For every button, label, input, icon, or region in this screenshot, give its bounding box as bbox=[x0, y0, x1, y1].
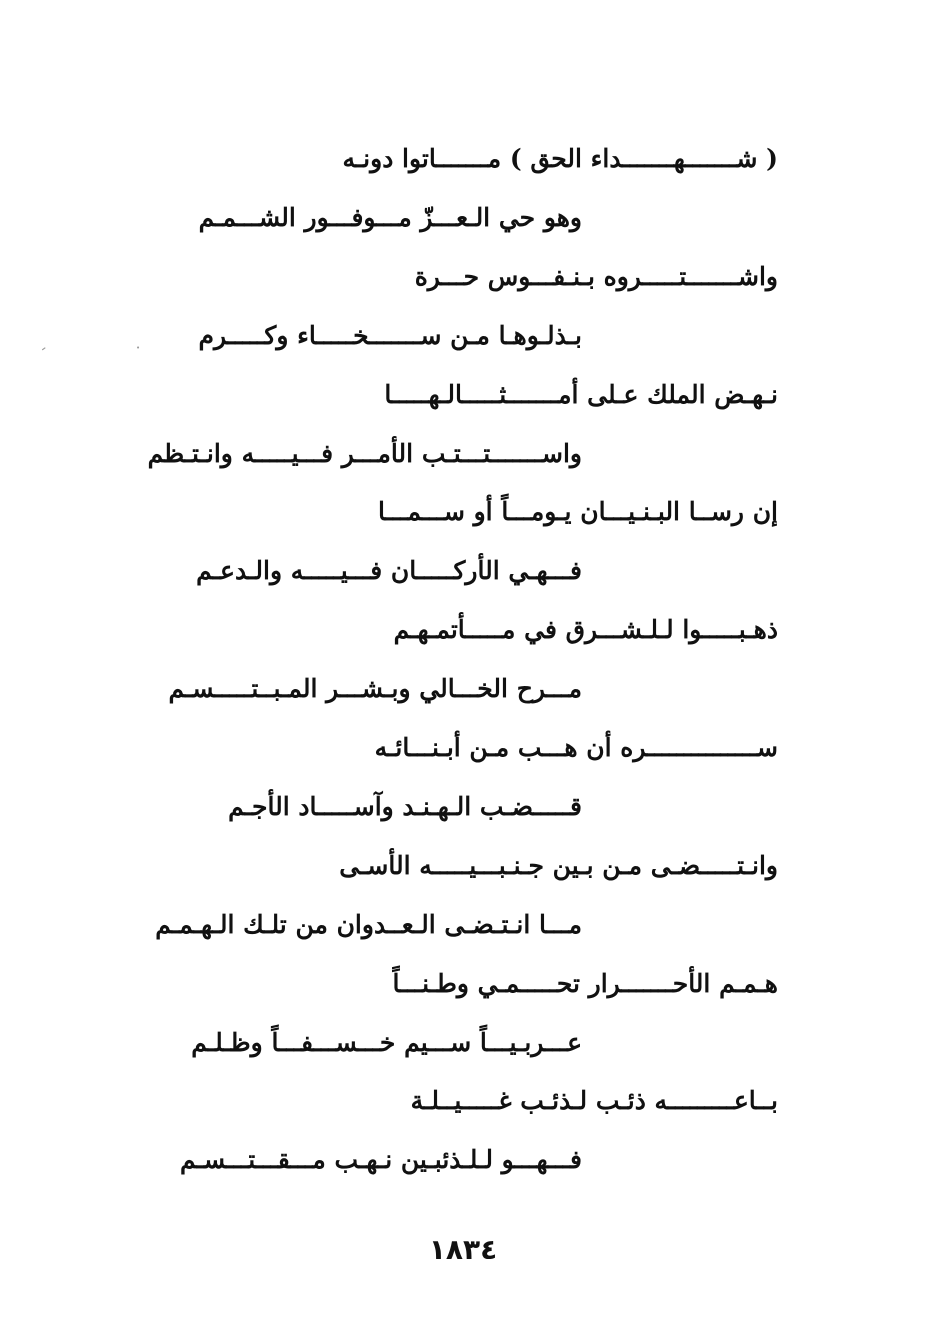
scan-speck: ـ bbox=[36, 339, 48, 353]
verse-first-hemistich: واشـــــــتـــــروه بـنـفـــوس حـــرة bbox=[414, 262, 778, 291]
verse-second-hemistich: فـــهـــو لـلـذئبـين نـهـب مـــقـــتـــسـم bbox=[180, 1145, 582, 1174]
verse-second-hemistich: واســـــــتـــتـب الأمـــر فـــيـــــه وانـتـظم bbox=[147, 439, 582, 468]
verse-second-hemistich: فـــهـي الأركـــــان فـــيـــــه والـدعـم bbox=[196, 556, 582, 585]
scan-speck: • bbox=[136, 344, 141, 352]
verse-second-hemistich: مـــا انـتـضـى الـعــدوان من تلـك الـهـمـم bbox=[155, 910, 582, 939]
page-number: ١٨٣٤ bbox=[428, 1233, 498, 1266]
verse-first-hemistich: وانـتـــــضـى مـن بـين جـنـبـــيـــــه الأسـى bbox=[339, 851, 778, 880]
verse-second-hemistich: عـــربـيـــاً ســـيم خـــســـفـــاً وظـلـم bbox=[191, 1028, 582, 1057]
verse-first-hemistich: نـهـض الملك عـلى أمـــــــثـــــالـهـــــا bbox=[384, 380, 778, 409]
verse-first-hemistich: ( شـــــــهـــــــداء الحق ) مـــــــاتوا دونـه bbox=[342, 144, 778, 173]
verse-first-hemistich: هـمـم الأحـــــــرار تحـــــمـي وطـنـــاً bbox=[392, 969, 778, 998]
verse-second-hemistich: بـذلـوهـا مـن ســـــــخـــــاء وكـــــرم bbox=[198, 321, 582, 350]
verse-second-hemistich: وهو حي الـعـــزّ مـــوفـــور الشـــمـم bbox=[198, 203, 582, 232]
verse-first-hemistich: ذهـبـــــوا لـلـشـــرق في مـــــأتمـهـم bbox=[393, 615, 778, 644]
verse-second-hemistich: مـــرح الخـــالي وبـشـــر المـبــتـــــسـم bbox=[168, 674, 582, 703]
verse-first-hemistich: ســـــــــــــــره أن هـــب مـن أبـنـــائـه bbox=[374, 733, 778, 762]
verse-first-hemistich: بــاعـــــــــه ذئـب لـذئـب غـــــيــلـة bbox=[410, 1086, 778, 1115]
verse-first-hemistich: إن رســا البـنـيـــان يـومـــاً أو ســـمـــا bbox=[377, 497, 778, 526]
verse-second-hemistich: قـــــضـب الـهـنـد وآســـــاد الأجـم bbox=[228, 792, 582, 821]
